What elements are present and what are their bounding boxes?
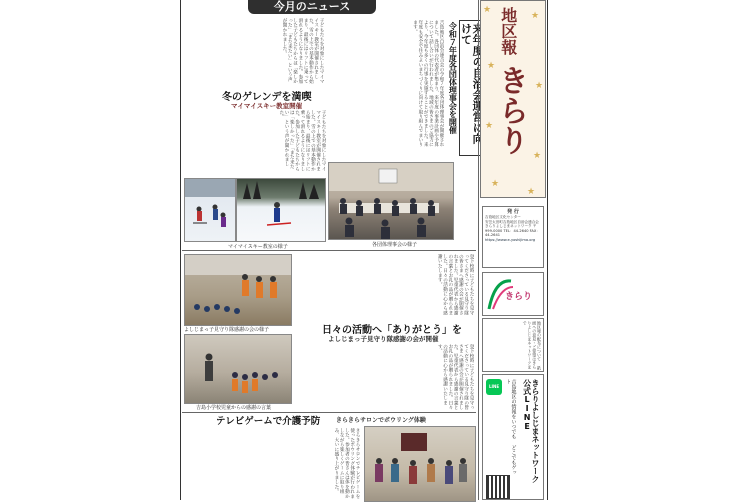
article3-body-lower: 登下校時に子どもたちを見守ってくださっている見守り隊の皆さまへ感謝の会が開催されました。児童代表から感謝の言葉とお礼の品が贈られました。日々の活動に心から感謝いたします。: [437, 344, 474, 410]
article3-photo-1: [184, 254, 292, 326]
notice-text: 地区報の配布について 紙面への意見・ご要望はきらりよしじまネットワークまで: [522, 321, 542, 370]
article2-photo-caption: マイマイスキー教室の様子: [228, 244, 288, 250]
star-decoration-icon: ★: [483, 5, 492, 15]
article4-subheadline: きらきらサロンでボウリング体験: [336, 417, 426, 424]
meeting-photo-illustration: [329, 163, 453, 239]
article2-body-lower: 子どもたちを対象にしたマイマイスキー教室が開催されました。雪の上での基本動作から始まり、最後にはリフトに乗って滑れるようになりました。参加した子どもたちからは「楽しかった」「また来たい」という声が聞かれました。: [278, 110, 326, 172]
article3-photo-2: [184, 334, 292, 404]
star-decoration-icon: ★: [485, 121, 494, 131]
article2-subheadline: マイマイスキー教室開催: [231, 102, 303, 110]
star-decoration-icon: ★: [535, 81, 544, 91]
qr-code-icon[interactable]: [486, 475, 510, 499]
star-decoration-icon: ★: [491, 179, 500, 189]
notice-box: [482, 318, 544, 372]
article1-headline: けて: [459, 20, 484, 156]
article3-photo-caption-1: よしじまっ子見守り隊感謝の会の様子: [184, 327, 270, 333]
sidebar-divider: [478, 0, 479, 500]
section-banner: 今月のニュース: [248, 0, 376, 14]
star-decoration-icon: ★: [533, 151, 542, 161]
article4-photo: [364, 426, 476, 502]
kirari-logo: [482, 272, 544, 316]
star-decoration-icon: ★: [531, 11, 540, 21]
article2-headline: 冬のゲレンデを満喫: [222, 92, 312, 103]
publisher-info: [482, 206, 544, 268]
article1-photo: [328, 162, 454, 240]
publisher-url[interactable]: https://www.e-yoshijima.org: [485, 237, 536, 242]
section-divider-1: [182, 250, 476, 251]
ski-slope-illustration: [237, 179, 325, 241]
publisher-details: 安芸太田町吉島地区自治会連合会 きらりよしじまネットワーク 〒999-0000 TEL：44-2640 FAX：44-2641: [485, 219, 540, 238]
student-speech-illustration: [185, 335, 291, 403]
article2-photo-2: [236, 178, 326, 242]
publisher-org: 吉島地区文化センター: [485, 215, 521, 220]
article2-photo-1: [184, 178, 236, 242]
line-promo-title: きらりよしじまネットワーク 公式LINE: [522, 379, 540, 483]
masthead: [480, 0, 546, 198]
article4-headline: テレビゲームで介護予防: [216, 416, 321, 427]
star-decoration-icon: ★: [487, 61, 496, 71]
line-promo-box: [482, 374, 544, 500]
masthead-title-small: 地区報: [498, 7, 518, 55]
article3-subheadline: よしじまっ子見守り隊感謝の会が開催: [328, 335, 439, 343]
masthead-title-large: きらり: [493, 65, 528, 155]
ceremony-photo-illustration: [185, 255, 291, 325]
ski-photo-illustration: [185, 179, 235, 241]
article3-body-upper: 登下校時に子どもたちを見守ってくださっている見守り隊の皆さまへ感謝の会が開催されました。児童代表から感謝の言葉とお礼の品が贈られました。日々の活動に心から感謝いたします。: [437, 254, 474, 316]
article3-photo-caption-2: 吉島小学校児童からの感謝の言葉: [196, 405, 272, 411]
article3-headline: 日々の活動へ「ありがとう」を: [322, 325, 462, 336]
article1-photo-caption: 各団体理事会の様子: [372, 242, 418, 248]
article1-body: 吉島地区自治会連合会の令和７年度各団体理事会が開催されました。各団体の代表者が集まり、来年度の事業計画や予算について話し合いが行われました。地域の皆さまのご協力により、今年度も多くの行事を実施することができました。来年度も安全で住みよいまちづくりに向けて取り組んでまいります。: [412, 20, 444, 147]
line-promo-subtitle: 吉島地区の情報をいつでも どこでもゲット: [505, 379, 517, 475]
salon-photo-illustration: [365, 427, 475, 501]
article2-body-upper: 子どもたちを対象にしたマイマイスキー教室が開催されました。雪の上での基本動作から始まり、最後にはリフトに乗って滑れるようになりました。参加した子どもたちからは「楽しかった」「また来たい」という声が聞かれました。: [282, 18, 324, 84]
line-badge-icon: LINE: [486, 379, 502, 395]
article4-body: きらきらサロンでテレビゲームを使ったボウリング体験が行われました。参加者の皆さんは体を動かしながら楽しくゲームに取り組み、大いに盛り上がりました。: [333, 428, 360, 499]
article1-subheadline: 令和７年度各団体理事会を開催: [448, 22, 458, 134]
publisher-label: 発 行: [507, 209, 519, 215]
logo-text: きらり: [505, 292, 533, 302]
star-decoration-icon: ★: [527, 187, 536, 197]
